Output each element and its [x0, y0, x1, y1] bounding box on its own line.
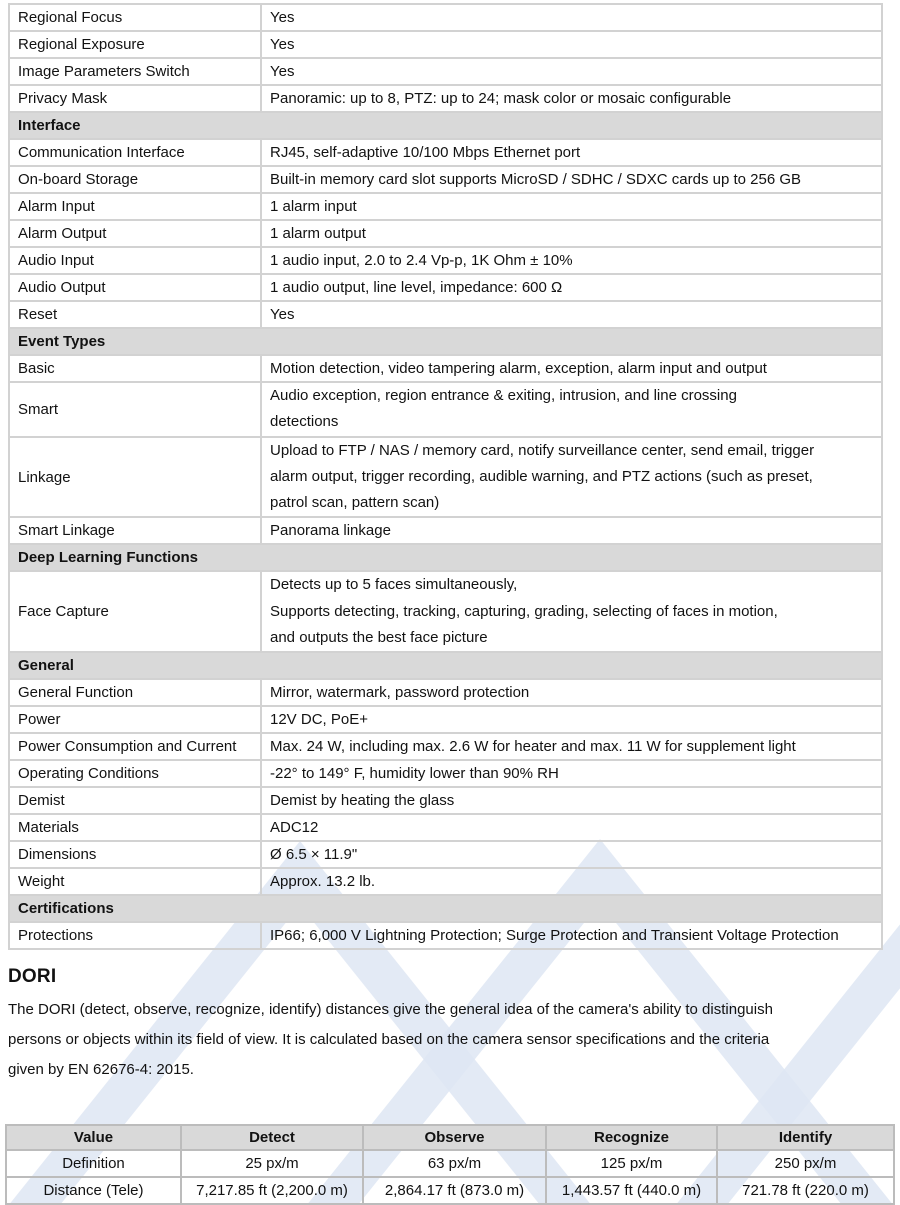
spec-value-cell: Motion detection, video tampering alarm, exception, alarm input and output — [261, 355, 882, 382]
spec-value-cell: Ø 6.5 × 11.9" — [261, 841, 882, 868]
spec-row — [9, 841, 882, 868]
dori-paragraph — [8, 995, 900, 1085]
dori-header-row — [6, 1125, 894, 1150]
spec-row — [9, 814, 882, 841]
spec-value-line: alarm output, trigger recording, audible warning, and PTZ actions (such as preset, — [270, 467, 813, 485]
spec-value-cell: Demist by heating the glass — [261, 787, 882, 814]
spec-row — [9, 4, 882, 31]
spec-value-cell: 1 audio output, line level, impedance: 600 Ω — [261, 274, 882, 301]
spec-label-cell: Demist — [9, 787, 261, 814]
spec-value-line: Detects up to 5 faces simultaneously, — [270, 576, 518, 594]
spec-label-cell: Basic — [9, 355, 261, 382]
dori-data-row — [6, 1177, 894, 1204]
spec-label-cell: Audio Output — [9, 274, 261, 301]
spec-value-cell — [261, 571, 882, 652]
spec-row — [9, 166, 882, 193]
section-header-row — [9, 112, 882, 139]
spec-label-cell: On-board Storage — [9, 166, 261, 193]
spec-value-cell: 1 alarm output — [261, 220, 882, 247]
section-header-label: Deep Learning Functions — [9, 544, 882, 571]
spec-label-cell: Privacy Mask — [9, 85, 261, 112]
spec-label-cell: Image Parameters Switch — [9, 58, 261, 85]
spec-row — [9, 220, 882, 247]
spec-row — [9, 31, 882, 58]
spec-label-cell: Face Capture — [9, 571, 261, 652]
dori-paragraph-line: persons or objects within its field of view. It is calculated based on the camera sensor specifications and the criteria — [8, 1031, 770, 1049]
section-header-row — [9, 328, 882, 355]
spec-value-cell: Yes — [261, 58, 882, 85]
section-header-row — [9, 895, 882, 922]
spec-row — [9, 247, 882, 274]
spec-value-cell: Yes — [261, 31, 882, 58]
datasheet-page — [0, 3, 900, 1203]
spec-label-cell: Power — [9, 706, 261, 733]
spec-value-cell: 1 alarm input — [261, 193, 882, 220]
spec-row — [9, 85, 882, 112]
spec-row — [9, 706, 882, 733]
specification-table — [8, 3, 883, 950]
spec-label-cell: Regional Exposure — [9, 31, 261, 58]
spec-row — [9, 437, 882, 518]
spec-label-cell: Smart Linkage — [9, 517, 261, 544]
spec-value-cell: Built-in memory card slot supports MicroSD / SDHC / SDXC cards up to 256 GB — [261, 166, 882, 193]
spec-row — [9, 868, 882, 895]
spec-value-line: Supports detecting, tracking, capturing, grading, selecting of faces in motion, — [270, 602, 778, 620]
dori-value-cell: 721.78 ft (220.0 m) — [717, 1177, 894, 1204]
spec-value-cell: Mirror, watermark, password protection — [261, 679, 882, 706]
spec-value-cell: 1 audio input, 2.0 to 2.4 Vp-p, 1K Ohm ± 10% — [261, 247, 882, 274]
spec-row — [9, 58, 882, 85]
spec-label-cell: Materials — [9, 814, 261, 841]
dori-column-header: Value — [6, 1125, 181, 1150]
spec-label-cell: Reset — [9, 301, 261, 328]
spec-label-cell: Audio Input — [9, 247, 261, 274]
section-header-label: General — [9, 652, 882, 679]
spec-label-cell: Smart — [9, 382, 261, 437]
spec-value-cell: RJ45, self-adaptive 10/100 Mbps Ethernet port — [261, 139, 882, 166]
dori-column-header: Recognize — [546, 1125, 717, 1150]
dori-column-header: Identify — [717, 1125, 894, 1150]
spec-row — [9, 382, 882, 437]
spec-value-cell — [261, 437, 882, 518]
spec-label-cell: Communication Interface — [9, 139, 261, 166]
dori-value-cell: 63 px/m — [363, 1150, 546, 1177]
spec-label-cell: Protections — [9, 922, 261, 949]
spec-value-cell: 12V DC, PoE+ — [261, 706, 882, 733]
dori-value-cell: 25 px/m — [181, 1150, 363, 1177]
spec-row — [9, 571, 882, 652]
spec-row — [9, 787, 882, 814]
dori-data-row — [6, 1150, 894, 1177]
dori-column-header: Observe — [363, 1125, 546, 1150]
spec-value-cell: ADC12 — [261, 814, 882, 841]
spec-label-cell: Alarm Output — [9, 220, 261, 247]
spec-value-cell: Panoramic: up to 8, PTZ: up to 24; mask color or mosaic configurable — [261, 85, 882, 112]
dori-paragraph-line: given by EN 62676-4: 2015. — [8, 1061, 194, 1079]
spec-label-cell: Operating Conditions — [9, 760, 261, 787]
spec-label-cell: Regional Focus — [9, 4, 261, 31]
spec-row — [9, 517, 882, 544]
spec-label-cell: General Function — [9, 679, 261, 706]
spec-value-cell: Panorama linkage — [261, 517, 882, 544]
dori-value-cell: 1,443.57 ft (440.0 m) — [546, 1177, 717, 1204]
spec-value-line: detections — [270, 413, 339, 431]
spec-value-cell: Yes — [261, 4, 882, 31]
spec-value-cell: Max. 24 W, including max. 2.6 W for heater and max. 11 W for supplement light — [261, 733, 882, 760]
spec-row — [9, 679, 882, 706]
section-header-row — [9, 544, 882, 571]
spec-label-cell: Linkage — [9, 437, 261, 518]
spec-row — [9, 355, 882, 382]
spec-label-cell: Power Consumption and Current — [9, 733, 261, 760]
spec-label-cell: Dimensions — [9, 841, 261, 868]
dori-paragraph-line: The DORI (detect, observe, recognize, identify) distances give the general idea of the camera's ability to distinguish — [8, 1001, 773, 1019]
spec-value-cell: Yes — [261, 301, 882, 328]
dori-row-label-cell: Distance (Tele) — [6, 1177, 181, 1204]
spec-value-cell: -22° to 149° F, humidity lower than 90% RH — [261, 760, 882, 787]
dori-table — [5, 1124, 895, 1205]
spec-label-cell: Alarm Input — [9, 193, 261, 220]
spec-value-line: Upload to FTP / NAS / memory card, notify surveillance center, send email, trigger — [270, 441, 815, 459]
dori-column-header: Detect — [181, 1125, 363, 1150]
spec-row — [9, 922, 882, 949]
spec-row — [9, 193, 882, 220]
spec-label-cell: Weight — [9, 868, 261, 895]
spec-row — [9, 139, 882, 166]
spec-row — [9, 301, 882, 328]
dori-row-label-cell: Definition — [6, 1150, 181, 1177]
spec-value-line: Audio exception, region entrance & exiting, intrusion, and line crossing — [270, 387, 737, 404]
dori-value-cell: 125 px/m — [546, 1150, 717, 1177]
spec-row — [9, 733, 882, 760]
spec-value-line: patrol scan, pattern scan) — [270, 494, 440, 512]
section-header-label: Event Types — [9, 328, 882, 355]
spec-value-line: and outputs the best face picture — [270, 629, 488, 647]
spec-row — [9, 760, 882, 787]
spec-value-cell — [261, 382, 882, 437]
dori-heading: DORI — [8, 966, 57, 988]
spec-value-cell: Approx. 13.2 lb. — [261, 868, 882, 895]
section-header-label: Certifications — [9, 895, 882, 922]
section-header-label: Interface — [9, 112, 882, 139]
spec-row — [9, 274, 882, 301]
dori-value-cell: 7,217.85 ft (2,200.0 m) — [181, 1177, 363, 1204]
section-header-row — [9, 652, 882, 679]
spec-value-cell: IP66; 6,000 V Lightning Protection; Surge Protection and Transient Voltage Protection — [261, 922, 882, 949]
dori-value-cell: 250 px/m — [717, 1150, 894, 1177]
dori-value-cell: 2,864.17 ft (873.0 m) — [363, 1177, 546, 1204]
